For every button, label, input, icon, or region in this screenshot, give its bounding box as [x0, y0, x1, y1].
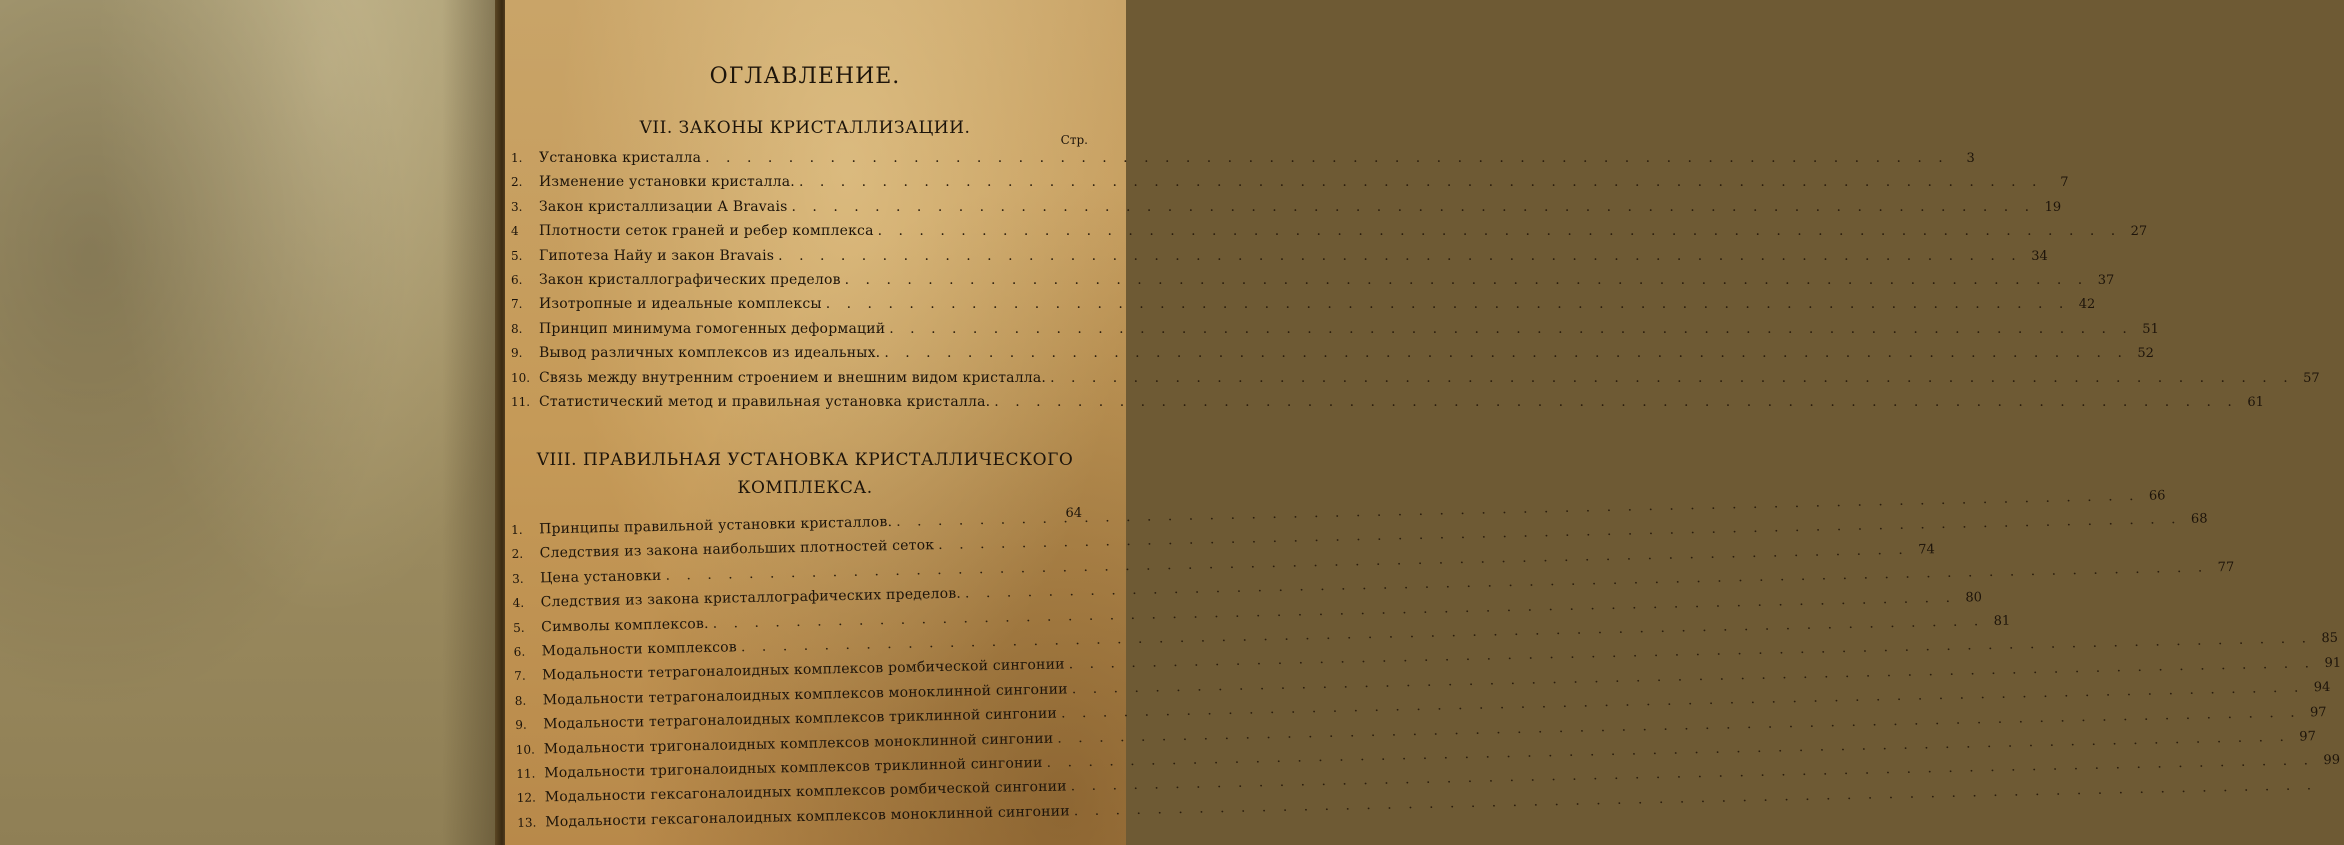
toc-entry-number: 7. [511, 297, 523, 312]
toc-entry-page-number: 7 [2060, 175, 2069, 191]
toc-entry-leader-dots [884, 345, 2128, 361]
section-vii-entries [511, 150, 2320, 418]
toc-entry-leader-dots [1050, 370, 2294, 386]
toc-entry-page-number: 97 [2309, 704, 2327, 720]
toc-entry-page-number: 80 [1965, 589, 1983, 606]
toc-entry [511, 271, 2115, 296]
section-viii-title-line2: КОМПЛЕКСА. [737, 478, 873, 498]
toc-entry-number: 11. [511, 394, 531, 409]
toc-entry-number: 13. [517, 815, 537, 830]
toc-entry-page-number: 97 [2299, 729, 2317, 745]
toc-entry-number: 1. [511, 151, 523, 165]
toc-entry-leader-dots [826, 296, 2070, 312]
toc-entry-label: Модальности тетрагоналоидных комплексов моноклинной сингонии [542, 681, 1068, 709]
toc-entry-label: Принципы правильной установки кристаллов. [538, 514, 893, 538]
page-column-header: Стр. [1060, 133, 1088, 147]
toc-entry-number: 6. [513, 644, 526, 659]
toc-entry-number: 9. [515, 717, 527, 733]
toc-entry-page-number: 51 [2142, 321, 2159, 337]
toc-entry-number: 12. [516, 790, 537, 806]
toc-entry-leader-dots [994, 394, 2238, 410]
toc-entry-page-number: 99 [2323, 753, 2341, 769]
toc-entry-label: Статистический метод и правильная установка кристалла. [539, 393, 991, 410]
toc-entry-number: 10. [511, 370, 531, 385]
section-vii-title: VII. ЗАКОНЫ КРИСТАЛЛИЗАЦИИ. [639, 118, 971, 138]
toc-entry-label: Принцип минимума гомогенных деформаций [539, 320, 886, 337]
toc-entry-leader-dots [845, 272, 2089, 288]
toc-entry-page-number: 3 [1966, 151, 1975, 166]
toc-entry-page-number: 74 [1918, 541, 1935, 558]
toc-entry-page-number: 57 [2303, 370, 2320, 386]
toc-entry-label: Закон кристаллизации А Bravais [539, 198, 788, 215]
toc-entry [511, 150, 1975, 174]
toc-entry-label: Модальности тетрагоналоидных комплексов ромбической сингонии [542, 656, 1065, 684]
left-blank-page [0, 0, 502, 845]
toc-entry-number: 2. [511, 175, 523, 190]
toc-entry-number: 1. [511, 522, 523, 537]
toc-entry-label: Модальности тригоналоидных комплексов моноклинной сингонии [543, 730, 1054, 757]
toc-entry-label: Изотропные и идеальные комплексы [539, 296, 822, 313]
toc-entry-number: 3. [511, 199, 523, 214]
right-page-table-of-contents [505, 0, 2342, 845]
toc-entry-label: Модальности тетрагоналоидных комплексов триклинной сингонии [543, 705, 1058, 733]
toc-entry-label: Модальности тригоналоидных комплексов триклинной сингонии [544, 754, 1043, 782]
toc-entry-leader-dots [792, 199, 2036, 215]
toc-entry [511, 174, 2069, 198]
toc-entry-leader-dots [878, 223, 2122, 239]
toc-entry-number: 8. [511, 321, 523, 336]
toc-entry-number: 5. [511, 248, 523, 263]
toc-entry [511, 345, 2154, 369]
toc-entry [511, 369, 2320, 394]
toc-entry [511, 393, 2264, 418]
toc-entry-number: 3. [512, 571, 524, 586]
toc-entry-page-number: 27 [2130, 224, 2148, 240]
toc-entry-label: Изменение установки кристалла. [539, 174, 795, 191]
toc-entry-label: Модальности комплексов [541, 639, 738, 660]
toc-entry-label: Плотности сеток граней и ребер комплекса [539, 223, 874, 240]
toc-entry-number: 7. [514, 669, 526, 684]
toc-entry-page-number: 94 [2313, 680, 2331, 696]
toc-entry [511, 223, 2148, 247]
toc-entry-number: 8. [514, 693, 527, 708]
toc-entry-page-number: 68 [2190, 511, 2208, 528]
toc-entry [511, 198, 2062, 223]
toc-entry-leader-dots [778, 248, 2022, 264]
toc-entry-label: Цена установки [540, 567, 662, 587]
toc-entry-number: 4 [511, 224, 519, 239]
toc-entry-number: 11. [516, 766, 536, 781]
toc-entry-page-number: 91 [2324, 655, 2342, 671]
toc-entry-leader-dots [799, 174, 2043, 190]
toc-entry-label: Установка кристалла [539, 150, 702, 166]
toc-entry-label: Следствия из закона кристаллографических пределов. [540, 585, 962, 611]
toc-entry-label: Вывод различных комплексов из идеальных. [539, 345, 881, 362]
toc-entry-page-number: 61 [2247, 394, 2264, 410]
toc-entry-label: Модальности гексагоналоидных комплексов моноклинной сингонии [545, 803, 1070, 831]
toc-entry-leader-dots [705, 150, 1949, 166]
toc-entry-page-number: 81 [1993, 613, 2011, 629]
toc-entry [511, 296, 2096, 320]
toc-entry-page-number: 66 [2148, 488, 2166, 504]
toc-entry-number: 4. [512, 595, 525, 611]
toc-entry-page-number: 42 [2078, 297, 2096, 313]
page-title: ОГЛАВЛЕНИЕ. [709, 64, 901, 89]
toc-entry-number: 6. [511, 272, 523, 287]
toc-entry-label: Закон кристаллографических пределов [539, 271, 841, 288]
toc-entry [511, 247, 2048, 272]
toc-entry-label: Следствия из закона наибольших плотностей сеток [539, 537, 935, 562]
toc-entry-label: Связь между внутренним строением и внешним видом кристалла. [539, 369, 1047, 386]
toc-entry-number: 10. [515, 742, 536, 757]
section-viii-title-line1: VIII. ПРАВИЛЬНАЯ УСТАНОВКА КРИСТАЛЛИЧЕСКОГО [536, 450, 1074, 470]
toc-entry-page-number: 77 [2217, 560, 2235, 576]
toc-entry-page-number: 85 [2321, 631, 2339, 647]
toc-entry-leader-dots [889, 321, 2133, 337]
toc-entry-number: 2. [511, 547, 524, 562]
toc-entry-label: Модальности гексагоналоидных комплексов ромбической сингонии [544, 778, 1067, 806]
toc-entry-page-number: 52 [2137, 346, 2154, 362]
section-viii-leading-page-number: 64 [1065, 506, 1082, 521]
toc-entry-page-number: 37 [2097, 272, 2115, 288]
toc-entry-number: 9. [511, 346, 523, 361]
toc-entry-label: Гипотеза Найу и закон Bravais [539, 247, 775, 264]
toc-entry [511, 320, 2159, 345]
toc-entry-number: 5. [513, 620, 525, 635]
toc-entry-page-number: 34 [2031, 248, 2048, 264]
toc-entry-page-number: 19 [2044, 199, 2062, 215]
toc-entry-label: Символы комплексов. [541, 615, 709, 635]
